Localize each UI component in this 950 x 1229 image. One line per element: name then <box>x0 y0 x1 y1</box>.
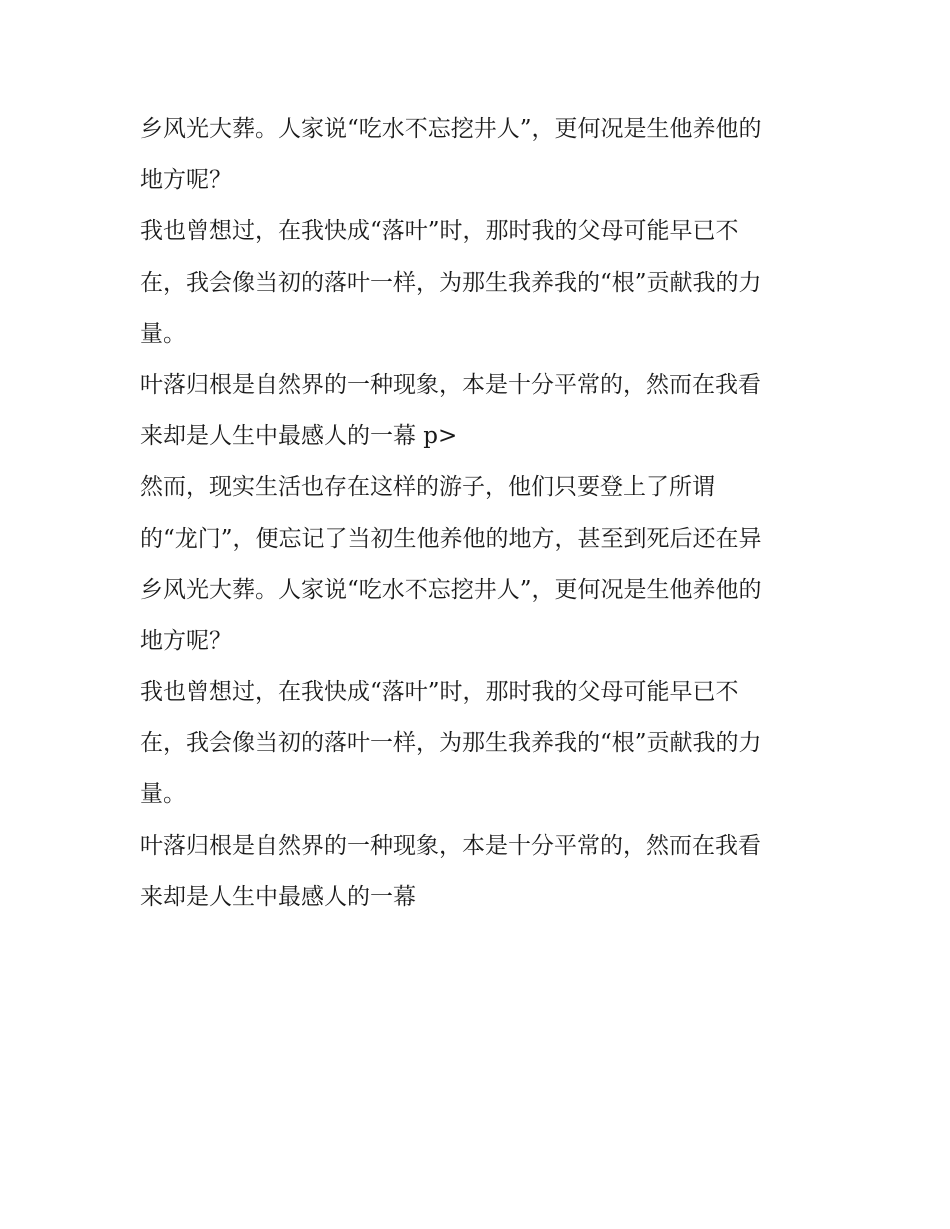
text-line: 来却是人生中最感人的一幕 <box>140 883 416 910</box>
text-line: 在，我会像当初的落叶一样，为那生我养我的“根”贡献我的力 <box>140 269 762 296</box>
text-line: 量。 <box>140 781 186 808</box>
document-body <box>140 104 820 923</box>
text-line: 叶落归根是自然界的一种现象，本是十分平常的，然而在我看 <box>140 371 761 398</box>
text-line: 的“龙门”，便忘记了当初生他养他的地方，甚至到死后还在异 <box>140 525 762 552</box>
text-line: 我也曾想过，在我快成“落叶”时，那时我的父母可能早已不 <box>140 218 739 245</box>
text-line: 地方呢？ <box>140 167 232 194</box>
text-line: 然而，现实生活也存在这样的游子，他们只要登上了所谓 <box>140 474 715 501</box>
text-line: 乡风光大葬。人家说“吃水不忘挖井人”，更何况是生他养他的 <box>140 576 762 603</box>
text-line: 乡风光大葬。人家说“吃水不忘挖井人”，更何况是生他养他的 <box>140 116 762 142</box>
text-line: 量。 <box>140 320 186 347</box>
text-line: 来却是人生中最感人的一幕 p> <box>140 423 458 450</box>
text-line: 地方呢？ <box>140 627 232 654</box>
text-line: 我也曾想过，在我快成“落叶”时，那时我的父母可能早已不 <box>140 679 739 706</box>
text-line: 在，我会像当初的落叶一样，为那生我养我的“根”贡献我的力 <box>140 730 762 757</box>
text-line: 叶落归根是自然界的一种现象，本是十分平常的，然而在我看 <box>140 832 761 859</box>
